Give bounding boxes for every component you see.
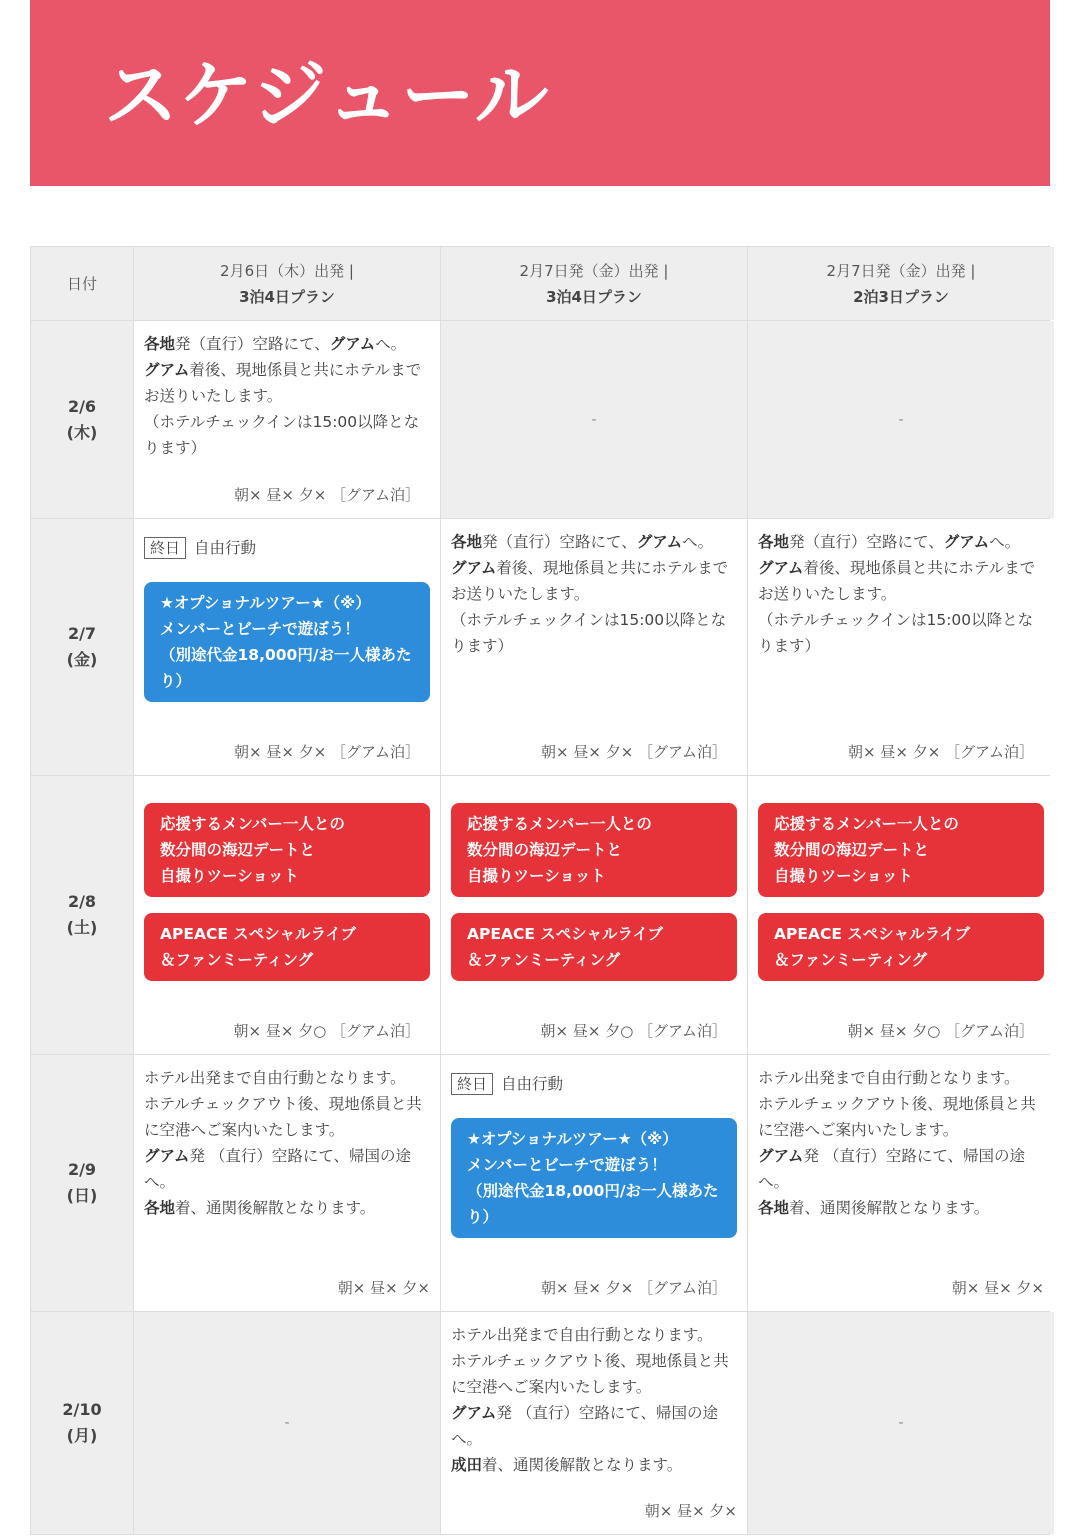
beach-date-event-button[interactable]: 応援するメンバー一人との 数分間の海辺デートと 自撮りツーショット [451,803,737,897]
weekday-label: (月) [66,1426,98,1445]
schedule-cell [441,776,747,1054]
free-day-label [451,1071,563,1097]
all-day-tag: 終日 [144,537,186,559]
weekday-label: (土) [66,918,98,937]
free-activity-text: 自由行動 [501,1075,564,1093]
weekday-label: (日) [66,1186,98,1205]
meals-info: 朝× 昼× 夕× ［グアム泊］ [234,486,420,504]
schedule-table [30,246,1050,1535]
date-column-header [31,247,133,320]
dash-placeholder: - [898,411,904,428]
date-header-label: 日付 [66,274,97,293]
date-cell-2-7 [31,519,133,775]
meals-info: 朝× 昼× 夕× ［グアム泊］ [541,1279,727,1297]
schedule-cell [748,519,1054,775]
plan-header-line: 2月6日（木）出発 | [220,261,354,280]
date-label: 2/8 [67,892,97,911]
dash-placeholder: - [284,1415,290,1431]
special-live-button[interactable]: APEACE スペシャルライブ ＆ファンミーティング [144,913,430,981]
date-cell-2-10 [31,1312,133,1534]
meals-info: 朝× 昼× 夕× [337,1279,430,1297]
arrival-description: 各地発（直行）空路にて、グアムへ。 グアム着後、現地係員と共にホテルまで お送りいたします。 （ホテルチェックインは15:00以降とな ります） [144,335,422,457]
empty-cell [441,321,747,518]
plan-header-1 [134,247,440,320]
weekday-label: (木) [66,422,98,442]
schedule-cell [441,1055,747,1311]
meals-info: 朝× 昼× 夕× [951,1279,1044,1297]
departure-description: ホテル出発まで自由行動となります。 ホテルチェックアウト後、現地係員と共 に空港へご案内いたします。 グアム発 （直行）空路にて、帰国の途 へ。 各地着、通関後解散となります。 [144,1069,422,1217]
schedule-cell [134,776,440,1054]
meals-info: 朝× 昼× 夕× [644,1502,737,1520]
dash-placeholder: - [898,1415,904,1431]
schedule-cell [441,519,747,775]
all-day-tag: 終日 [451,1073,493,1095]
departure-description: ホテル出発まで自由行動となります。 ホテルチェックアウト後、現地係員と共 に空港へご案内いたします。 グアム発 （直行）空路にて、帰国の途 へ。 成田着、通関後解散となります。 [451,1326,729,1474]
free-activity-text: 自由行動 [194,539,257,557]
weekday-label: (金) [66,650,98,669]
optional-tour-button[interactable]: ★オプショナルツアー★（※） メンバーとビーチで遊ぼう！ （別途代金18,000円/お一人様あた り） [451,1118,737,1238]
meals-info: 朝× 昼× 夕× ［グアム泊］ [848,743,1034,761]
free-day-label [144,535,256,561]
plan-header-name: 3泊4日プラン [546,287,642,306]
date-label: 2/10 [62,1400,102,1419]
plan-header-3 [748,247,1054,320]
schedule-cell [748,1055,1054,1311]
empty-cell [748,321,1054,518]
date-label: 2/9 [67,1160,97,1179]
date-cell-2-6 [31,321,133,518]
beach-date-event-button[interactable]: 応援するメンバー一人との 数分間の海辺デートと 自撮りツーショット [144,803,430,897]
meals-info: 朝× 昼× 夕○ ［グアム泊］ [847,1022,1034,1040]
beach-date-event-button[interactable]: 応援するメンバー一人との 数分間の海辺デートと 自撮りツーショット [758,803,1044,897]
date-label: 2/6 [67,396,97,416]
date-cell-2-8 [31,776,133,1054]
optional-tour-button[interactable]: ★オプショナルツアー★（※） メンバーとビーチで遊ぼう！ （別途代金18,000円/お一人様あた り） [144,582,430,702]
schedule-header [30,0,1050,186]
meals-info: 朝× 昼× 夕○ ［グアム泊］ [540,1022,727,1040]
departure-description: ホテル出発まで自由行動となります。 ホテルチェックアウト後、現地係員と共 に空港へご案内いたします。 グアム発 （直行）空路にて、帰国の途 へ。 各地着、通関後解散となります。 [758,1069,1036,1217]
meals-info: 朝× 昼× 夕× ［グアム泊］ [234,743,420,761]
meals-info: 朝× 昼× 夕× ［グアム泊］ [541,743,727,761]
schedule-cell [134,519,440,775]
special-live-button[interactable]: APEACE スペシャルライブ ＆ファンミーティング [758,913,1044,981]
empty-cell [748,1312,1054,1534]
schedule-cell [134,321,440,518]
arrival-description: 各地発（直行）空路にて、グアムへ。 グアム着後、現地係員と共にホテルまで お送りいたします。 （ホテルチェックインは15:00以降とな ります） [451,533,729,655]
plan-header-line: 2月7日発（金）出発 | [826,261,976,280]
meals-info: 朝× 昼× 夕○ ［グアム泊］ [233,1022,420,1040]
date-label: 2/7 [67,624,97,643]
date-cell-2-9 [31,1055,133,1311]
plan-header-line: 2月7日発（金）出発 | [519,261,669,280]
schedule-cell [748,776,1054,1054]
empty-cell [134,1312,440,1534]
plan-header-name: 2泊3日プラン [853,287,949,306]
arrival-description: 各地発（直行）空路にて、グアムへ。 グアム着後、現地係員と共にホテルまで お送りいたします。 （ホテルチェックインは15:00以降とな ります） [758,533,1036,655]
plan-header-2 [441,247,747,320]
special-live-button[interactable]: APEACE スペシャルライブ ＆ファンミーティング [451,913,737,981]
dash-placeholder: - [591,411,597,428]
schedule-cell [134,1055,440,1311]
schedule-cell [441,1312,747,1534]
page-title: スケジュール [104,53,550,139]
plan-header-name: 3泊4日プラン [239,287,335,306]
